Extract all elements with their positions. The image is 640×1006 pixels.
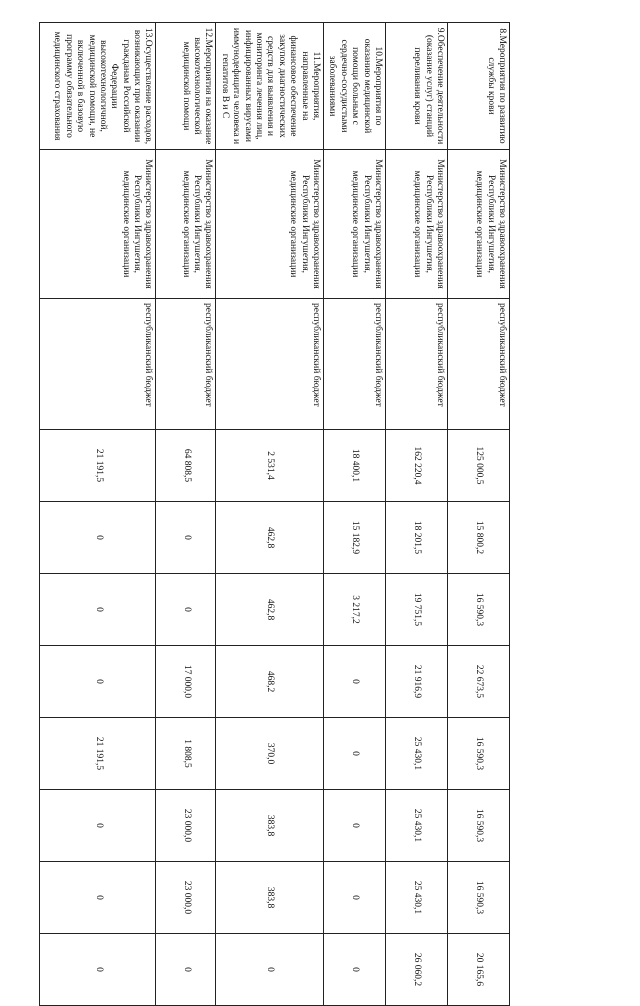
value-total: 162 220,4	[386, 430, 448, 502]
table-row	[40, 23, 156, 1006]
funding-source: республиканский бюджет	[156, 299, 216, 430]
value-year-7: 20 165,6	[448, 934, 510, 1006]
funding-source: республиканский бюджет	[324, 299, 386, 430]
value-year-5: 25 430,1	[386, 790, 448, 862]
value-year-5: 0	[40, 790, 156, 862]
executor: Министерство здравоохранения Республики Ингушетия, медицинские организации	[324, 150, 386, 299]
value-year-3: 0	[40, 646, 156, 718]
value-year-3: 17 000,0	[156, 646, 216, 718]
table-row	[448, 23, 510, 1006]
value-year-6: 23 000,0	[156, 862, 216, 934]
value-year-7: 26 060,2	[386, 934, 448, 1006]
measure-name: 9.Обеспечение деятельности (оказание услуг) станций переливания крови	[386, 23, 448, 150]
executor: Министерство здравоохранения Республики Ингушетия, медицинские организации	[40, 150, 156, 299]
table-row	[324, 23, 386, 1006]
value-year-6: 25 430,1	[386, 862, 448, 934]
value-year-7: 0	[156, 934, 216, 1006]
table-body	[40, 23, 510, 1006]
value-total: 18 400,1	[324, 430, 386, 502]
value-total: 2 531,4	[216, 430, 324, 502]
value-year-7: 0	[324, 934, 386, 1006]
value-year-6: 0	[40, 862, 156, 934]
table-row	[386, 23, 448, 1006]
value-year-2: 19 751,5	[386, 574, 448, 646]
measure-name: 11.Мероприятия, направленные на финансовое обеспечение закупок диагностических средств для выявления и мониторинга лечения лиц, инфицированных вирусами иммунодефицита человека и гепатитов В и С	[216, 23, 324, 150]
value-year-1: 15 800,2	[448, 502, 510, 574]
value-year-7: 0	[216, 934, 324, 1006]
value-year-4: 16 590,3	[448, 718, 510, 790]
value-year-2: 3 217,2	[324, 574, 386, 646]
value-year-1: 0	[156, 502, 216, 574]
value-year-6: 16 590,3	[448, 862, 510, 934]
value-total: 21 191,5	[40, 430, 156, 502]
table-row	[156, 23, 216, 1006]
value-year-5: 16 590,3	[448, 790, 510, 862]
value-total: 64 808,5	[156, 430, 216, 502]
value-year-3: 22 673,5	[448, 646, 510, 718]
measure-name: 12.Мероприятия на оказание высокотехнологической медицинской помощи	[156, 23, 216, 150]
value-year-3: 21 916,9	[386, 646, 448, 718]
table-row	[216, 23, 324, 1006]
value-year-2: 16 590,3	[448, 574, 510, 646]
value-year-2: 0	[156, 574, 216, 646]
value-year-5: 23 000,0	[156, 790, 216, 862]
executor: Министерство здравоохранения Республики Ингушетия, медицинские организации	[386, 150, 448, 299]
funding-source: республиканский бюджет	[216, 299, 324, 430]
measure-name: 8.Мероприятия по развитию службы крови	[448, 23, 510, 150]
executor: Министерство здравоохранения Республики Ингушетия, медицинские организации	[448, 150, 510, 299]
measure-name: 13.Осуществление расходов, возникающих при оказании гражданам Российской Федерации высокотехнологичной, медицинской помощи, не включенной в базовую программу обязательного медицинского страхования	[40, 23, 156, 150]
value-year-1: 0	[40, 502, 156, 574]
value-year-1: 462,8	[216, 502, 324, 574]
measure-name: 10.Мероприятия по оказанию медицинской помощи больным с сердечно-сосудистыми заболеваниями	[324, 23, 386, 150]
value-year-4: 21 191,5	[40, 718, 156, 790]
rotated-table-wrapper	[52, 22, 510, 987]
value-total: 125 000,5	[448, 430, 510, 502]
value-year-3: 468,2	[216, 646, 324, 718]
funding-source: республиканский бюджет	[40, 299, 156, 430]
value-year-2: 462,8	[216, 574, 324, 646]
value-year-4: 1 808,5	[156, 718, 216, 790]
value-year-6: 383,8	[216, 862, 324, 934]
value-year-1: 15 182,9	[324, 502, 386, 574]
value-year-7: 0	[40, 934, 156, 1006]
value-year-4: 370,0	[216, 718, 324, 790]
executor: Министерство здравоохранения Республики Ингушетия, медицинские организации	[156, 150, 216, 299]
value-year-5: 0	[324, 790, 386, 862]
value-year-5: 383,8	[216, 790, 324, 862]
value-year-4: 0	[324, 718, 386, 790]
funding-source: республиканский бюджет	[448, 299, 510, 430]
executor: Министерство здравоохранения Республики Ингушетия, медицинские организации	[216, 150, 324, 299]
value-year-3: 0	[324, 646, 386, 718]
value-year-1: 18 201,5	[386, 502, 448, 574]
value-year-4: 25 430,1	[386, 718, 448, 790]
funding-source: республиканский бюджет	[386, 299, 448, 430]
value-year-6: 0	[324, 862, 386, 934]
value-year-2: 0	[40, 574, 156, 646]
program-measures-table	[39, 22, 510, 1006]
